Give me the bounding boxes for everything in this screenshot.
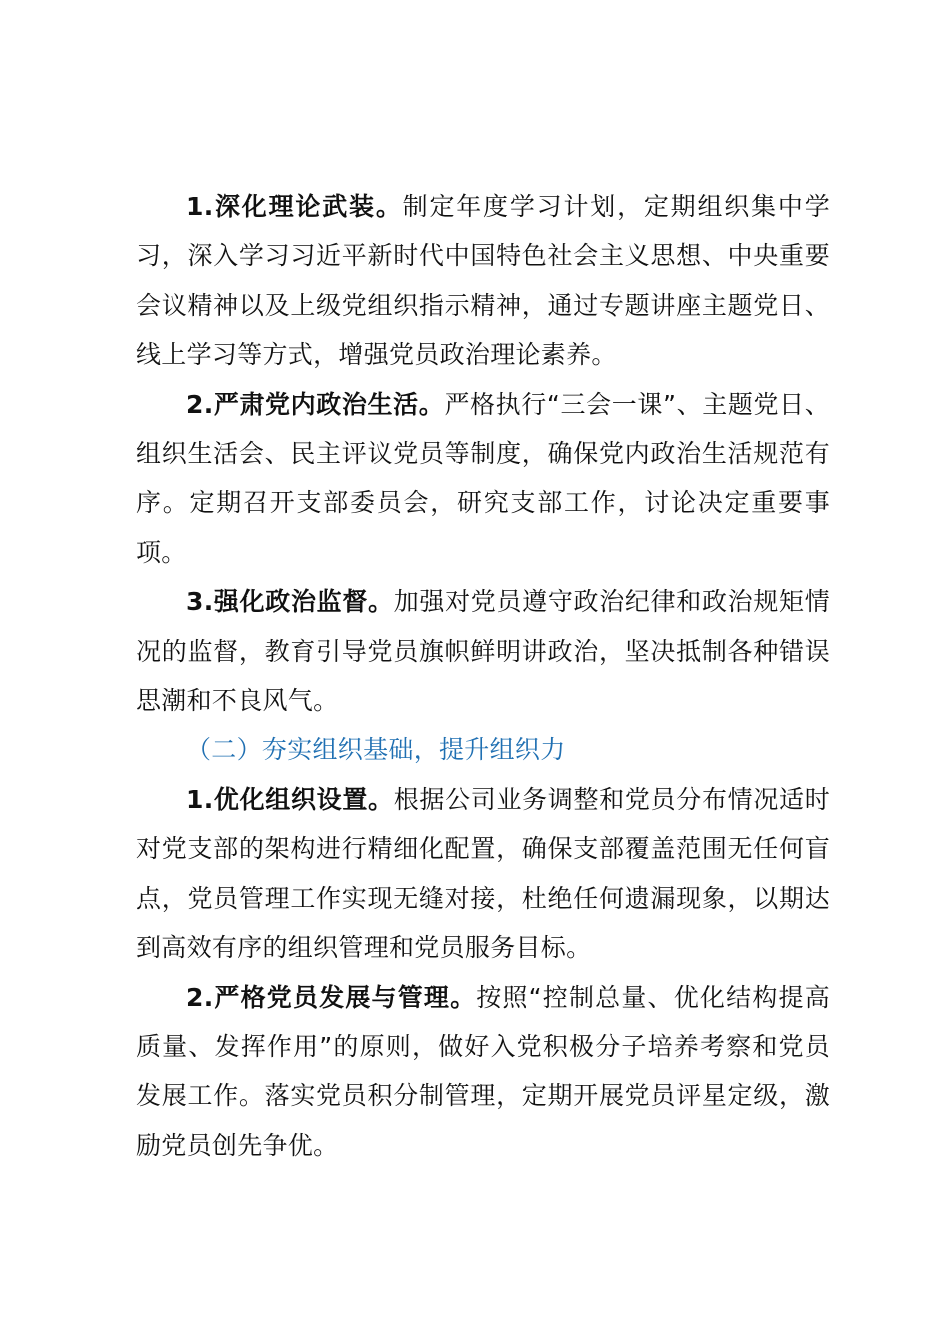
paragraph-political-supervision [136,577,830,725]
paragraph-lead: 2.严肃党内政治生活。 [186,389,445,419]
paragraph-text: 按照“控制总量、优化结构提高质量、发挥作用”的原则，做好入党积极分子培养考察和党员发展工作。落实党员积分制管理，定期开展党员评星定级，激励党员创先争优。 [136,982,830,1160]
paragraph-member-development [136,973,830,1171]
paragraph-text: 根据公司业务调整和党员分布情况适时对党支部的架构进行精细化配置，确保支部覆盖范围无任何盲点，党员管理工作实现无缝对接，杜绝任何遗漏现象，以期达到高效有序的组织管理和党员服务目标。 [136,784,831,963]
paragraph-lead: 3.强化政治监督。 [186,587,394,617]
section-heading: （二）夯实组织基础，提升组织力 [186,735,566,765]
paragraph-lead: 1.优化组织设置。 [186,784,394,814]
document-body [136,182,830,1170]
paragraph-text: 加强对党员遵守政治纪律和政治规矩情况的监督，教育引导党员旗帜鲜明讲政治，坚决抵制各种错误思潮和不良风气。 [136,587,831,716]
paragraph-lead: 2.严格党员发展与管理。 [186,982,477,1012]
paragraph-lead: 1.深化理论武装。 [186,192,403,221]
paragraph-political-life [136,380,830,578]
paragraph-deepen-theory [136,182,830,380]
paragraph-text: 制定年度学习计划，定期组织集中学习，深入学习习近平新时代中国特色社会主义思想、中央重要会议精神以及上级党组织指示精神，通过专题讲座主题党日、线上学习等方式，增强党员政治理论素养。 [136,192,831,370]
paragraph-text: 严格执行“三会一课”、主题党日、组织生活会、民主评议党员等制度，确保党内政治生活规范有序。定期召开支部委员会，研究支部工作，讨论决定重要事项。 [136,389,830,567]
paragraph-optimize-organization [136,775,830,973]
